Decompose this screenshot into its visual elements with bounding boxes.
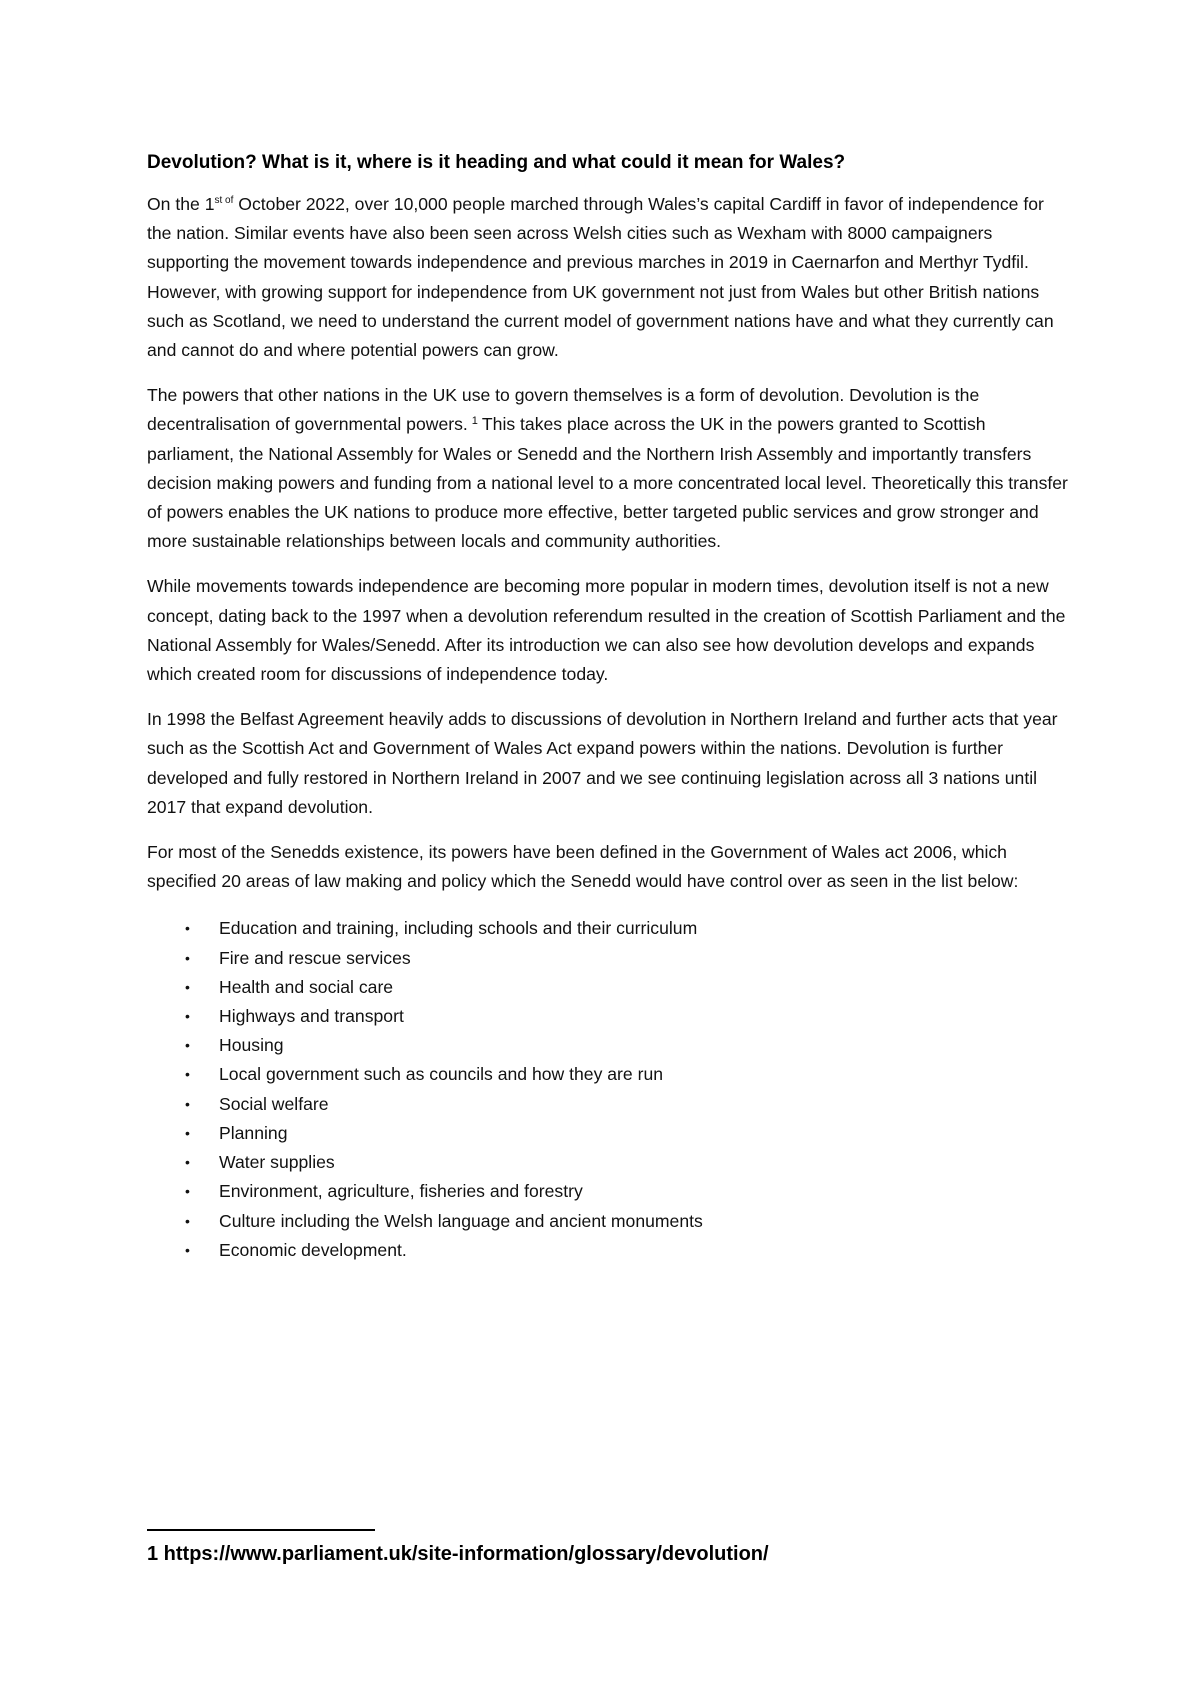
list-item-label: Health and social care <box>219 976 394 997</box>
list-item-label: Local government such as councils and how they are run <box>219 1064 664 1085</box>
bullet-icon: • <box>185 1154 190 1171</box>
list-item-label: Social welfare <box>219 1093 329 1114</box>
bullet-icon: • <box>185 978 190 995</box>
paragraph-intro <box>147 190 1072 365</box>
list-item <box>147 1207 1072 1236</box>
list-item-label: Planning <box>219 1122 288 1143</box>
list-item <box>147 1236 1072 1265</box>
list-item <box>147 1090 1072 1119</box>
bullet-icon: • <box>185 1066 190 1083</box>
bullet-icon: • <box>185 949 190 966</box>
paragraph-intro-text-start: On the 1 <box>147 194 215 214</box>
list-item-label: Environment, agriculture, fisheries and forestry <box>219 1181 583 1202</box>
paragraph-definition-text-end: This takes place across the UK in the powers granted to Scottish parliament, the National Assembly for Wales or Senedd and the Northern Irish Assembly and importantly transfers decision making powers and funding from a national level to a more concentrated local level. Theoretically this transfer of powers enables the UK nations to produce more effective, better targeted public services and grow stronger and more sustainable relationships between locals and community authorities. <box>147 414 1068 552</box>
bullet-icon: • <box>185 920 190 937</box>
page-title: Devolution? What is it, where is it heading and what could it mean for Wales? <box>147 152 846 173</box>
paragraph-devolution-definition <box>147 381 1072 556</box>
list-item-label: Fire and rescue services <box>219 947 411 968</box>
bullet-icon: • <box>185 1212 190 1229</box>
list-item-label: Economic development. <box>219 1239 407 1260</box>
paragraph-intro-text-end: October 2022, over 10,000 people marched through Wales’s capital Cardiff in favor of independence for the nation. Similar events have also been seen across Welsh cities such as Wexham with 8000 campaigners supporting the movement towards independence and previous marches in 2019 in Caernarfon and Merthyr Tydfil. However, with growing support for independence from UK government not just from Wales but other British nations such as Scotland, we need to understand the current model of government nations have and what they currently can and cannot do and where potential powers can grow. <box>147 194 1054 361</box>
footnote-reference[interactable]: 1 <box>471 414 478 427</box>
list-item <box>147 1031 1072 1060</box>
bullet-icon: • <box>185 1124 190 1141</box>
list-item <box>147 1119 1072 1148</box>
list-item-label: Highways and transport <box>219 1006 404 1027</box>
footnote-divider <box>147 1529 375 1531</box>
bullet-icon: • <box>185 1183 190 1200</box>
bullet-icon: • <box>185 1095 190 1112</box>
list-item <box>147 1002 1072 1031</box>
list-item-label: Housing <box>219 1035 284 1056</box>
bullet-icon: • <box>185 1037 190 1054</box>
list-item-label: Culture including the Welsh language and ancient monuments <box>219 1210 703 1231</box>
list-item <box>147 1177 1072 1206</box>
list-item-label: Water supplies <box>219 1152 335 1173</box>
paragraph-history: While movements towards independence are becoming more popular in modern times, devolution itself is not a new concept, dating back to the 1997 when a devolution referendum resulted in the creation of Scottish Parliament and the National Assembly for Wales/Senedd. After its introduction we can also see how devolution develops and expands which created room for discussions of independence today. <box>147 576 1066 685</box>
list-item <box>147 914 1072 943</box>
powers-list <box>147 914 1072 1264</box>
paragraph-senedd-powers: For most of the Senedds existence, its powers have been defined in the Government of Wales act 2006, which specified 20 areas of law making and policy which the Senedd would have control over as seen in the list below: <box>147 842 1019 892</box>
bullet-icon: • <box>185 1008 190 1025</box>
bullet-icon: • <box>185 1241 190 1258</box>
paragraph-belfast-agreement: In 1998 the Belfast Agreement heavily adds to discussions of devolution in Northern Ireland and further acts that year such as the Scottish Act and Government of Wales Act expand powers within the nations. Devolution is further developed and fully restored in Northern Ireland in 2007 and we see continuing legislation across all 3 nations until 2017 that expand devolution. <box>147 709 1058 817</box>
list-item-label: Education and training, including schools and their curriculum <box>219 918 698 939</box>
list-item <box>147 973 1072 1002</box>
list-item <box>147 944 1072 973</box>
ordinal-superscript: st of <box>214 195 234 207</box>
footnote-citation[interactable]: 1 https://www.parliament.uk/site-information/glossary/devolution/ <box>147 1543 769 1565</box>
paragraph-definition-text-start: The powers that other nations in the UK use to govern themselves is a form of devolution. Devolution is the decentralisation of governmental powers. <box>147 385 980 435</box>
document-page <box>147 150 1072 1265</box>
list-item <box>147 1148 1072 1177</box>
list-item <box>147 1060 1072 1089</box>
